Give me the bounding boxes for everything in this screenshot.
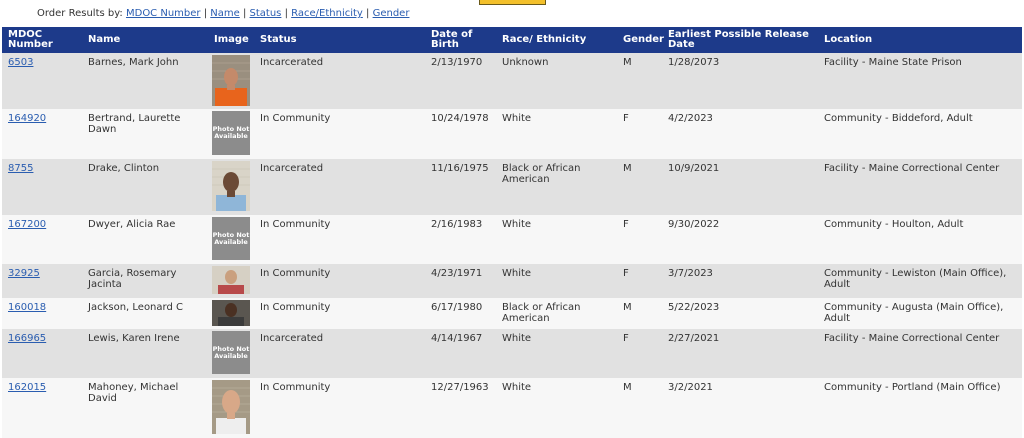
race-cell: White: [496, 378, 617, 438]
header-release-date: Earliest Possible Release Date: [662, 27, 818, 53]
race-cell: Black or African American: [496, 159, 617, 215]
location-cell: Facility - Maine Correctional Center: [818, 329, 1022, 378]
top-tab-button[interactable]: [479, 0, 546, 5]
photo-not-available-placeholder: [212, 331, 250, 374]
order-separator: |: [366, 8, 370, 19]
location-cell: Community - Portland (Main Office): [818, 378, 1022, 438]
photo-not-available-text: Photo Not Available: [212, 125, 250, 140]
status-cell: Incarcerated: [254, 329, 425, 378]
order-by-mdoc-number-link[interactable]: MDOC Number: [125, 8, 201, 19]
gender-cell: F: [617, 215, 662, 264]
mugshot-photo[interactable]: [212, 266, 250, 294]
dob-cell: 4/23/1971: [425, 264, 496, 298]
mdoc-number-link[interactable]: 164920: [8, 113, 47, 124]
race-cell: Black or African American: [496, 298, 617, 329]
photo-not-available-placeholder: [212, 111, 250, 155]
status-cell: In Community: [254, 264, 425, 298]
mugshot-photo[interactable]: [212, 380, 250, 434]
mdoc-number-link[interactable]: 6503: [8, 57, 34, 68]
dob-cell: 10/24/1978: [425, 109, 496, 159]
status-cell: In Community: [254, 109, 425, 159]
photo-not-available-text: Photo Not Available: [212, 344, 250, 360]
location-cell: Community - Biddeford, Adult: [818, 109, 1022, 159]
release-date-cell: 5/22/2023: [662, 298, 818, 329]
gender-cell: F: [617, 329, 662, 378]
gender-cell: M: [617, 298, 662, 329]
mdoc-number-link[interactable]: 32925: [8, 268, 40, 279]
dob-cell: 12/27/1963: [425, 378, 496, 438]
release-date-cell: 10/9/2021: [662, 159, 818, 215]
release-date-cell: 3/7/2023: [662, 264, 818, 298]
race-cell: White: [496, 215, 617, 264]
dob-cell: 2/16/1983: [425, 215, 496, 264]
status-cell: In Community: [254, 298, 425, 329]
name-cell: Drake, Clinton: [82, 159, 208, 215]
table-header-row: [2, 27, 1022, 53]
status-cell: In Community: [254, 378, 425, 438]
header-location: Location: [818, 27, 1022, 53]
location-cell: Facility - Maine State Prison: [818, 53, 1022, 109]
name-cell: Barnes, Mark John: [82, 53, 208, 109]
order-separator: |: [203, 8, 208, 19]
mugshot-photo[interactable]: [212, 55, 250, 106]
photo-not-available-text: Photo Not Available: [212, 230, 250, 246]
header-date-of-birth: Date of Birth: [425, 27, 496, 53]
dob-cell: 2/13/1970: [425, 53, 496, 109]
table-row: [2, 378, 1022, 438]
mdoc-number-link[interactable]: 8755: [8, 163, 34, 174]
dob-cell: 11/16/1975: [425, 159, 496, 215]
order-results-bar: [37, 8, 409, 19]
release-date-cell: 9/30/2022: [662, 215, 818, 264]
release-date-cell: 3/2/2021: [662, 378, 818, 438]
header-gender: Gender: [617, 27, 662, 53]
mdoc-number-link[interactable]: 166965: [8, 333, 47, 344]
gender-cell: M: [617, 378, 662, 438]
gender-cell: M: [617, 159, 662, 215]
table-row: [2, 109, 1022, 159]
name-cell: Lewis, Karen Irene: [82, 329, 208, 378]
release-date-cell: 4/2/2023: [662, 109, 818, 159]
location-cell: Community - Augusta (Main Office), Adult: [818, 298, 1022, 329]
status-cell: Incarcerated: [254, 53, 425, 109]
top-bar: [0, 0, 1024, 22]
release-date-cell: 1/28/2073: [662, 53, 818, 109]
release-date-cell: 2/27/2021: [662, 329, 818, 378]
gender-cell: F: [617, 109, 662, 159]
status-cell: In Community: [254, 215, 425, 264]
table-row: [2, 215, 1022, 264]
mdoc-number-link[interactable]: 162015: [8, 382, 47, 393]
name-cell: Garcia, Rosemary Jacinta: [82, 264, 208, 298]
mdoc-number-link[interactable]: 160018: [8, 302, 47, 313]
location-cell: Facility - Maine Correctional Center: [818, 159, 1022, 215]
mdoc-number-link[interactable]: 167200: [8, 219, 47, 230]
order-by-name-link[interactable]: Name: [210, 8, 240, 19]
header-image: Image: [208, 27, 254, 53]
header-name: Name: [82, 27, 208, 53]
table-row: [2, 298, 1022, 329]
dob-cell: 6/17/1980: [425, 298, 496, 329]
order-by-gender-link[interactable]: Gender: [372, 8, 410, 19]
order-by-race-link[interactable]: Race/Ethnicity: [291, 8, 363, 19]
mugshot-photo[interactable]: [212, 300, 250, 326]
race-cell: White: [496, 329, 617, 378]
race-cell: White: [496, 109, 617, 159]
status-cell: Incarcerated: [254, 159, 425, 215]
name-cell: Mahoney, Michael David: [82, 378, 208, 438]
gender-cell: F: [617, 264, 662, 298]
table-row: [2, 159, 1022, 215]
race-cell: Unknown: [496, 53, 617, 109]
mugshot-photo[interactable]: [212, 161, 250, 211]
order-separator: |: [242, 8, 247, 19]
header-race-ethnicity: Race/ Ethnicity: [496, 27, 617, 53]
table-row: [2, 329, 1022, 378]
name-cell: Dwyer, Alicia Rae: [82, 215, 208, 264]
location-cell: Community - Houlton, Adult: [818, 215, 1022, 264]
gender-cell: M: [617, 53, 662, 109]
photo-not-available-placeholder: [212, 217, 250, 260]
order-by-status-link[interactable]: Status: [249, 8, 282, 19]
race-cell: White: [496, 264, 617, 298]
order-separator: |: [284, 8, 288, 19]
header-mdoc-number: MDOC Number: [2, 27, 82, 53]
name-cell: Jackson, Leonard C: [82, 298, 208, 329]
table-row: [2, 53, 1022, 109]
location-cell: Community - Lewiston (Main Office), Adult: [818, 264, 1022, 298]
name-cell: Bertrand, Laurette Dawn: [82, 109, 208, 159]
order-results-label: Order Results by:: [37, 8, 123, 19]
results-table: [2, 27, 1022, 438]
dob-cell: 4/14/1967: [425, 329, 496, 378]
header-status: Status: [254, 27, 425, 53]
table-row: [2, 264, 1022, 298]
